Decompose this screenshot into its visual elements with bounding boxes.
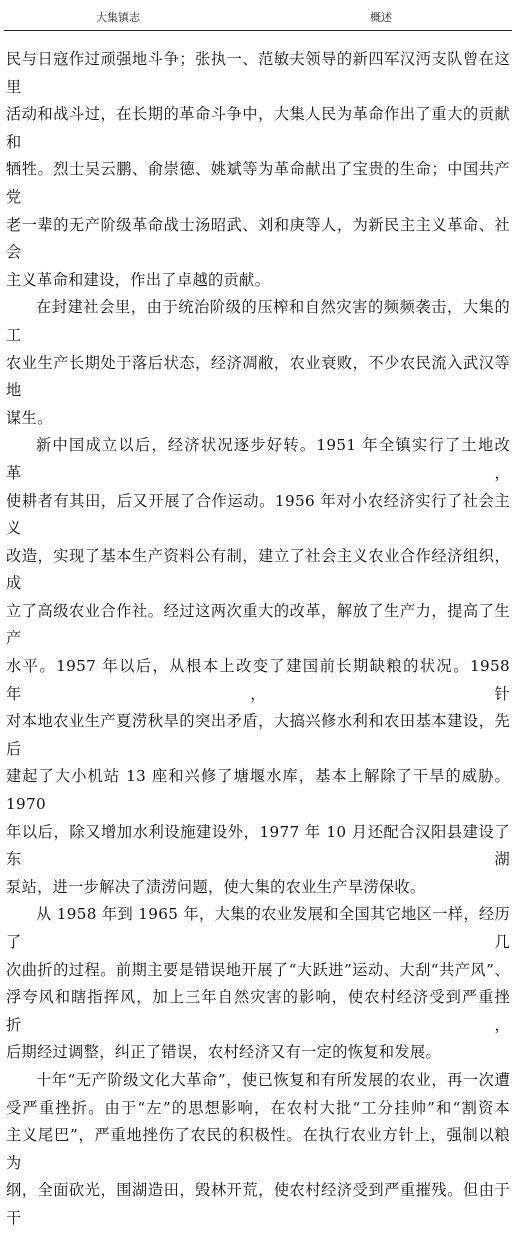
text-line: 在封建社会里，由于统治阶级的压榨和自然灾害的频频袭击，大集的工 bbox=[6, 298, 510, 344]
running-header bbox=[0, 0, 516, 30]
text-line: 纲，全面砍光，围湖造田，毁林开荒，使农村经济受到严重摧残。但由于干 bbox=[6, 1181, 510, 1227]
text-line: 牺牲。烈士吴云鹏、俞崇德、姚斌等为革命献出了宝贵的生命；中国共产党 bbox=[6, 160, 510, 206]
text-line: 对本地农业生产夏涝秋旱的突出矛盾，大搞兴修水利和农田基本建设，先后 bbox=[6, 712, 510, 758]
text-line: 使耕者有其田，后又开展了合作运动。1956 年对小农经济实行了社会主义 bbox=[6, 491, 510, 538]
book-title: 大集镇志 bbox=[96, 11, 140, 24]
text-line: 农业生产长期处于落后状态，经济凋敝，农业衰败，不少农民流入武汉等地 bbox=[6, 353, 510, 400]
header-divider bbox=[4, 30, 512, 31]
text-line: 新中国成立以后，经济状况逐步好转。1951 年全镇实行了土地改革， bbox=[6, 436, 510, 482]
chapter-title: 概述 bbox=[370, 11, 392, 24]
text-line: 水平。1957 年以后，从根本上改变了建国前长期缺粮的状况。1958 年，针 bbox=[6, 657, 510, 703]
text-line: 主义尾巴”，严重地挫伤了农民的积极性。在执行农业方针上，强制以粮为 bbox=[6, 1126, 510, 1172]
body-text bbox=[6, 46, 510, 1233]
text-line: 谋生。 bbox=[6, 408, 53, 427]
text-line: 年以后，除又增加水利设施建设外，1977 年 10 月还配合汉阳县建设了东湖 bbox=[6, 822, 510, 869]
text-line: 立了高级农业合作社。经过这两次重大的改革，解放了生产力，提高了生产 bbox=[6, 601, 510, 648]
text-line: 改造，实现了基本生产资料公有制，建立了社会主义农业合作经济组织，成 bbox=[6, 546, 510, 593]
text-line: 十年“无产阶级文化大革命”，使已恢复和有所发展的农业，再一次遭 bbox=[36, 1070, 510, 1089]
text-line: 从 1958 年到 1965 年，大集的农业发展和全国其它地区一样，经历了几 bbox=[6, 905, 510, 951]
text-line: 后期经过调整，纠正了错误，农村经济又有一定的恢复和发展。 bbox=[6, 1043, 442, 1062]
text-line: 民与日寇作过顽强地斗争；张执一、范敏夫领导的新四军汉沔支队曾在这里 bbox=[6, 50, 510, 96]
text-line: 活动和战斗过，在长期的革命斗争中，大集人民为革命作出了重大的贡献和 bbox=[6, 105, 510, 151]
text-line: 主义革命和建设，作出了卓越的贡献。 bbox=[6, 270, 271, 289]
text-line: 泵站，进一步解决了渍涝问题，使大集的农业生产旱涝保收。 bbox=[6, 877, 426, 896]
text-line: 老一辈的无产阶级革命战士汤昭武、刘和庚等人，为新民主主义革命、社会 bbox=[6, 215, 510, 262]
text-line: 受严重挫折。由于“左”的思想影响，在农村大批“工分挂帅”和“割资本 bbox=[6, 1098, 510, 1117]
text-line: 建起了大小机站 13 座和兴修了塘堰水库，基本上解除了干旱的威胁。1970 bbox=[6, 767, 510, 814]
text-line: 浮夸风和瞎指挥风，加上三年自然灾害的影响，使农村经济受到严重挫折， bbox=[6, 988, 510, 1034]
text-line: 次曲折的过程。前期主要是错误地开展了“大跃进”运动、大刮“共产风”、 bbox=[6, 960, 510, 979]
